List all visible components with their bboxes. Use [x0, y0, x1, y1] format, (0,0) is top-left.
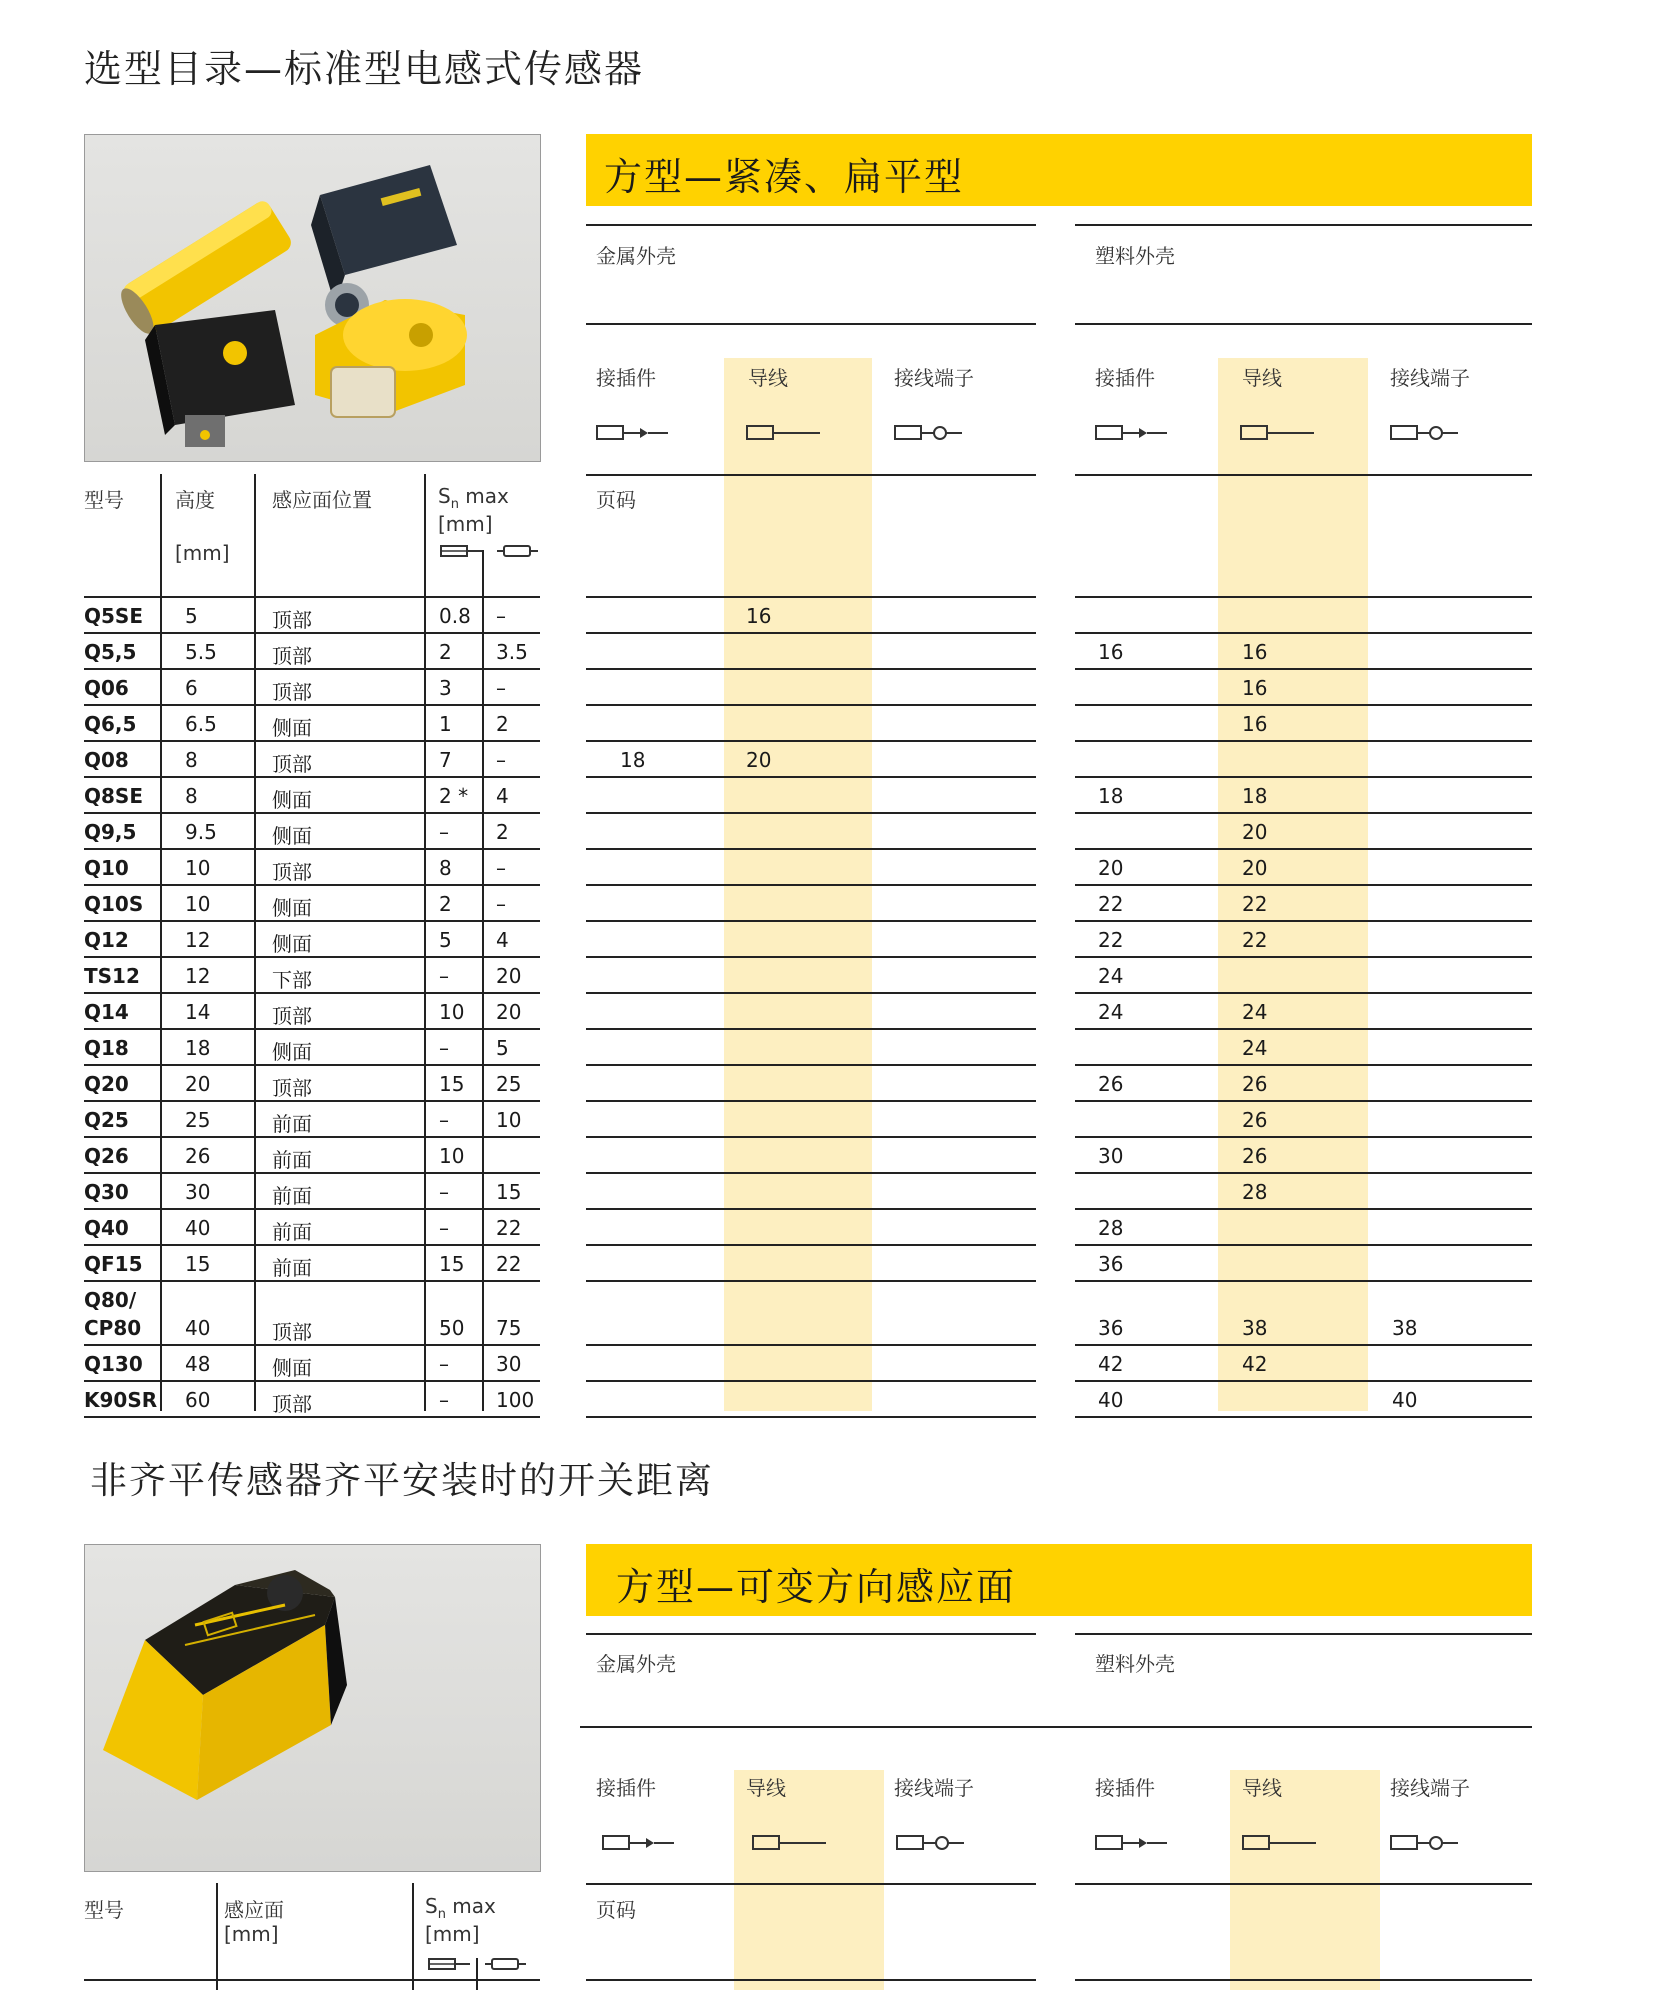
col-header-model: 型号 [84, 1898, 124, 1922]
height-cell: 10 [185, 856, 211, 880]
connector-label: 接插件 [1095, 1776, 1155, 1800]
row-rule [586, 812, 1036, 814]
plastic-cable-page: 22 [1242, 892, 1268, 916]
metal-cable-page: 20 [746, 748, 772, 772]
col-header-sensing-face: 感应面位置 [272, 488, 372, 512]
row-rule [1075, 1344, 1532, 1346]
height-cell: 25 [185, 1108, 211, 1132]
row-rule [84, 1380, 540, 1382]
sensing-face-cell: 侧面 [272, 896, 312, 920]
height-cell: 14 [185, 1000, 211, 1024]
row-rule [84, 740, 540, 742]
connector-symbol-icon [596, 424, 676, 442]
height-cell: 12 [185, 964, 211, 988]
row-rule [586, 1172, 1036, 1174]
model-cell: Q06 [84, 676, 129, 700]
rule [586, 1979, 1036, 1981]
sensing-face-cell: 侧面 [272, 1040, 312, 1064]
product-photo-adjustable [84, 1544, 541, 1872]
page-number-label: 页码 [596, 1898, 636, 1922]
row-rule [586, 1136, 1036, 1138]
row-rule [1075, 920, 1532, 922]
row-rule [586, 776, 1036, 778]
col-header-height-unit: [mm] [175, 541, 230, 565]
sn-flush-cell: 2 [439, 892, 452, 916]
plastic-cable-page: 22 [1242, 928, 1268, 952]
plastic-terminal-page: 40 [1392, 1388, 1418, 1412]
height-cell: 30 [185, 1180, 211, 1204]
plastic-connector-page: 24 [1098, 964, 1124, 988]
row-rule [586, 668, 1036, 670]
row-rule [1075, 1380, 1532, 1382]
col-header-sensing-face: 感应面 [224, 1898, 284, 1922]
plastic-cable-page: 16 [1242, 712, 1268, 736]
plastic-cable-page: 28 [1242, 1180, 1268, 1204]
model-cell: Q9,5 [84, 820, 137, 844]
sn-nonflush-cell: – [496, 604, 506, 628]
sn-nonflush-cell: 30 [496, 1352, 522, 1376]
row-rule [586, 1280, 1036, 1282]
height-cell: 40 [185, 1216, 211, 1240]
model-cell: Q10 [84, 856, 129, 880]
sensing-face-cell: 前面 [272, 1256, 312, 1280]
plastic-connector-page: 30 [1098, 1144, 1124, 1168]
sn-nonflush-cell: 4 [496, 784, 509, 808]
sn-flush-cell: 10 [439, 1144, 465, 1168]
plastic-connector-page: 18 [1098, 784, 1124, 808]
row-rule [1075, 992, 1532, 994]
cable-label: 导线 [1242, 366, 1282, 390]
model-cell: Q80/ [84, 1288, 137, 1312]
model-cell: TS12 [84, 964, 140, 988]
row-rule [1075, 1136, 1532, 1138]
sensing-face-cell: 侧面 [272, 824, 312, 848]
sn-flush-cell: 0.8 [439, 604, 471, 628]
row-rule [1075, 776, 1532, 778]
row-rule [1075, 1280, 1532, 1282]
row-rule [84, 884, 540, 886]
connector-symbol-icon [602, 1834, 682, 1852]
plastic-cable-page: 26 [1242, 1072, 1268, 1096]
height-cell: 48 [185, 1352, 211, 1376]
height-cell: 5.5 [185, 640, 217, 664]
row-rule [586, 884, 1036, 886]
col-header-height: 高度 [175, 488, 215, 512]
sensing-face-cell: 顶部 [272, 680, 312, 704]
sn-nonflush-cell: 4 [496, 928, 509, 952]
height-cell: 8 [185, 784, 198, 808]
plastic-connector-page: 20 [1098, 856, 1124, 880]
model-cell: Q8SE [84, 784, 143, 808]
row-rule [84, 1280, 540, 1282]
model-cell: Q40 [84, 1216, 129, 1240]
plastic-connector-page: 28 [1098, 1216, 1124, 1240]
row-rule [586, 920, 1036, 922]
sn-flush-cell: – [439, 1388, 449, 1412]
sn-flush-cell: 2 * [439, 784, 469, 808]
model-cell: K90SR [84, 1388, 158, 1412]
cable-label: 导线 [1242, 1776, 1282, 1800]
row-rule [84, 1244, 540, 1246]
col-header-sn-max: $S_n$ max [438, 484, 509, 512]
sn-nonflush-cell: 20 [496, 964, 522, 988]
row-rule [586, 1380, 1036, 1382]
height-cell: 40 [185, 1316, 211, 1340]
row-rule [586, 1208, 1036, 1210]
plastic-cable-page: 16 [1242, 640, 1268, 664]
metal-cable-page: 16 [746, 604, 772, 628]
row-rule [1075, 1208, 1532, 1210]
metal-cable-highlight [734, 1770, 884, 1990]
row-rule [84, 1136, 540, 1138]
terminal-label: 接线端子 [1390, 366, 1470, 390]
row-rule [84, 1028, 540, 1030]
model-cell: Q12 [84, 928, 129, 952]
adjustable-sensor-illustration [85, 1545, 540, 1871]
plastic-connector-page: 16 [1098, 640, 1124, 664]
cable-symbol-icon [1242, 1834, 1322, 1852]
cable-symbol-icon [746, 424, 826, 442]
plastic-cable-page: 20 [1242, 820, 1268, 844]
flush-mount-icon [440, 543, 484, 559]
rule [84, 596, 540, 598]
height-cell: 5 [185, 604, 198, 628]
row-rule [84, 848, 540, 850]
row-rule [1075, 1028, 1532, 1030]
row-rule [84, 1064, 540, 1066]
sn-nonflush-cell: 25 [496, 1072, 522, 1096]
height-cell: 8 [185, 748, 198, 772]
metal-housing-label: 金属外壳 [596, 1652, 676, 1676]
row-rule [84, 1172, 540, 1174]
model-cell: QF15 [84, 1252, 143, 1276]
rule [1075, 224, 1532, 226]
plastic-cable-page: 26 [1242, 1108, 1268, 1132]
terminal-label: 接线端子 [894, 1776, 974, 1800]
row-rule [84, 704, 540, 706]
product-photo-sensors [84, 134, 541, 462]
row-rule [586, 1028, 1036, 1030]
sn-nonflush-cell: 5 [496, 1036, 509, 1060]
rule [586, 1633, 1036, 1635]
model-cell: Q30 [84, 1180, 129, 1204]
sensing-face-cell: 侧面 [272, 932, 312, 956]
sensing-face-cell: 顶部 [272, 1392, 312, 1416]
row-rule [84, 1416, 540, 1418]
model-cell: Q10S [84, 892, 144, 916]
model-cell: Q26 [84, 1144, 129, 1168]
sensing-face-cell: 侧面 [272, 788, 312, 812]
height-cell: 6.5 [185, 712, 217, 736]
height-cell: 60 [185, 1388, 211, 1412]
row-rule [586, 956, 1036, 958]
height-cell: 18 [185, 1036, 211, 1060]
row-rule [1075, 740, 1532, 742]
rule [1075, 474, 1532, 476]
height-cell: 26 [185, 1144, 211, 1168]
sensing-face-cell: 侧面 [272, 716, 312, 740]
rule [586, 224, 1036, 226]
banner-title: 方型—紧凑、扁平型 [604, 155, 965, 199]
plastic-cable-highlight [1230, 1770, 1380, 1990]
height-cell: 20 [185, 1072, 211, 1096]
sn-nonflush-cell: – [496, 856, 506, 880]
sensor-photo-illustration [85, 135, 540, 461]
row-rule [1075, 668, 1532, 670]
sn-flush-cell: – [439, 1108, 449, 1132]
plastic-connector-page: 22 [1098, 928, 1124, 952]
plastic-cable-page: 20 [1242, 856, 1268, 880]
sensing-face-cell: 顶部 [272, 1076, 312, 1100]
row-rule [1075, 704, 1532, 706]
plastic-connector-page: 42 [1098, 1352, 1124, 1376]
model-cell: Q14 [84, 1000, 129, 1024]
rule [586, 1883, 1036, 1885]
terminal-label: 接线端子 [1390, 1776, 1470, 1800]
sn-nonflush-cell: – [496, 748, 506, 772]
row-rule [84, 992, 540, 994]
model-cell: Q5SE [84, 604, 143, 628]
model-cell: Q08 [84, 748, 129, 772]
sn-flush-cell: 3 [439, 676, 452, 700]
sensing-face-cell: 前面 [272, 1184, 312, 1208]
row-rule [1075, 1416, 1532, 1418]
rule [1075, 323, 1532, 325]
sn-flush-cell: 5 [439, 928, 452, 952]
sn-nonflush-cell: 10 [496, 1108, 522, 1132]
plastic-connector-page: 26 [1098, 1072, 1124, 1096]
row-rule [1075, 884, 1532, 886]
sensing-face-cell: 顶部 [272, 1004, 312, 1028]
sensing-face-cell: 顶部 [272, 752, 312, 776]
plastic-cable-page: 38 [1242, 1316, 1268, 1340]
sn-nonflush-cell: 100 [496, 1388, 535, 1412]
rule [84, 1979, 540, 1981]
rule [1075, 1979, 1532, 1981]
row-rule [586, 848, 1036, 850]
sn-flush-cell: – [439, 1216, 449, 1240]
row-rule [84, 632, 540, 634]
model-cell: Q25 [84, 1108, 129, 1132]
sn-flush-cell: 2 [439, 640, 452, 664]
section2-title: 非齐平传感器齐平安装时的开关距离 [90, 1459, 714, 1502]
plastic-connector-page: 36 [1098, 1316, 1124, 1340]
plastic-cable-page: 26 [1242, 1144, 1268, 1168]
sensing-face-cell: 顶部 [272, 860, 312, 884]
cable-label: 导线 [748, 366, 788, 390]
row-rule [586, 1100, 1036, 1102]
sn-nonflush-cell: 15 [496, 1180, 522, 1204]
row-rule [84, 920, 540, 922]
row-rule [1075, 812, 1532, 814]
terminal-symbol-icon [896, 1834, 976, 1852]
col-header-sn-unit: [mm] [425, 1922, 480, 1946]
col-header-sn-unit: [mm] [438, 512, 493, 536]
sensing-face-cell: 顶部 [272, 608, 312, 632]
row-rule [586, 740, 1036, 742]
plastic-cable-page: 18 [1242, 784, 1268, 808]
height-cell: 15 [185, 1252, 211, 1276]
sn-nonflush-cell: 2 [496, 820, 509, 844]
plastic-connector-page: 40 [1098, 1388, 1124, 1412]
row-rule [586, 632, 1036, 634]
plastic-cable-page: 24 [1242, 1036, 1268, 1060]
rule [586, 474, 1036, 476]
sensing-face-cell: 前面 [272, 1220, 312, 1244]
row-rule [586, 992, 1036, 994]
sn-flush-cell: 50 [439, 1316, 465, 1340]
nonflush-mount-icon [496, 543, 540, 559]
row-rule [1075, 848, 1532, 850]
sn-nonflush-cell: – [496, 676, 506, 700]
flush-mount-icon [428, 1956, 472, 1972]
sn-flush-cell: – [439, 964, 449, 988]
rule [412, 1883, 414, 1990]
sn-flush-cell: 7 [439, 748, 452, 772]
height-cell: 12 [185, 928, 211, 952]
rule [160, 474, 162, 1411]
row-rule [1075, 632, 1532, 634]
rule [1075, 1883, 1532, 1885]
sn-nonflush-cell: 22 [496, 1216, 522, 1240]
rule [580, 1726, 1532, 1728]
sn-flush-cell: – [439, 1180, 449, 1204]
sn-nonflush-cell: 22 [496, 1252, 522, 1276]
sn-flush-cell: – [439, 1352, 449, 1376]
sn-nonflush-cell: – [496, 892, 506, 916]
plastic-cable-page: 24 [1242, 1000, 1268, 1024]
row-rule [586, 1064, 1036, 1066]
connector-symbol-icon [1095, 424, 1175, 442]
sensing-face-cell: 顶部 [272, 644, 312, 668]
row-rule [586, 1416, 1036, 1418]
model-cell: Q130 [84, 1352, 143, 1376]
row-rule [84, 668, 540, 670]
row-rule [84, 1344, 540, 1346]
plastic-cable-page: 42 [1242, 1352, 1268, 1376]
model-cell: Q20 [84, 1072, 129, 1096]
sn-flush-cell: 1 [439, 712, 452, 736]
sensing-face-cell: 下部 [272, 968, 312, 992]
row-rule [84, 1208, 540, 1210]
plastic-cable-page: 16 [1242, 676, 1268, 700]
sn-nonflush-cell: 2 [496, 712, 509, 736]
plastic-housing-label: 塑料外壳 [1095, 244, 1175, 268]
row-rule [586, 1344, 1036, 1346]
sn-nonflush-cell: 75 [496, 1316, 522, 1340]
rule [476, 1958, 478, 1990]
rule [1075, 596, 1532, 598]
connector-label: 接插件 [1095, 366, 1155, 390]
height-cell: 10 [185, 892, 211, 916]
connector-label: 接插件 [596, 1776, 656, 1800]
model-cell: Q18 [84, 1036, 129, 1060]
sensing-face-cell: 前面 [272, 1112, 312, 1136]
col-header-face-unit: [mm] [224, 1922, 279, 1946]
sn-flush-cell: 15 [439, 1072, 465, 1096]
cable-symbol-icon [1240, 424, 1320, 442]
row-rule [1075, 1064, 1532, 1066]
row-rule [1075, 1172, 1532, 1174]
section-banner [586, 134, 1532, 206]
height-cell: 6 [185, 676, 198, 700]
col-header-model: 型号 [84, 488, 124, 512]
model-cell: Q6,5 [84, 712, 137, 736]
row-rule [1075, 956, 1532, 958]
rule [1075, 1633, 1532, 1635]
terminal-symbol-icon [1390, 1834, 1470, 1852]
page-number-label: 页码 [596, 488, 636, 512]
terminal-label: 接线端子 [894, 366, 974, 390]
sensing-face-cell: 顶部 [272, 1320, 312, 1344]
sn-flush-cell: 10 [439, 1000, 465, 1024]
sn-flush-cell: – [439, 1036, 449, 1060]
row-rule [84, 812, 540, 814]
plastic-connector-page: 22 [1098, 892, 1124, 916]
banner-title: 方型—可变方向感应面 [616, 1565, 1017, 1609]
rule [586, 596, 1036, 598]
section-banner [586, 1544, 1532, 1616]
terminal-symbol-icon [1390, 424, 1470, 442]
row-rule [586, 1244, 1036, 1246]
rule [586, 323, 1036, 325]
metal-connector-page: 18 [620, 748, 646, 772]
plastic-connector-page: 36 [1098, 1252, 1124, 1276]
connector-symbol-icon [1095, 1834, 1175, 1852]
cable-label: 导线 [746, 1776, 786, 1800]
terminal-symbol-icon [894, 424, 974, 442]
rule [254, 474, 256, 1411]
height-cell: 9.5 [185, 820, 217, 844]
metal-housing-label: 金属外壳 [596, 244, 676, 268]
plastic-terminal-page: 38 [1392, 1316, 1418, 1340]
row-rule [1075, 1100, 1532, 1102]
row-rule [1075, 1244, 1532, 1246]
row-rule [586, 704, 1036, 706]
cable-symbol-icon [752, 1834, 832, 1852]
col-header-sn-max: $S_n$ max [425, 1894, 496, 1922]
sn-nonflush-cell: 3.5 [496, 640, 528, 664]
rule [216, 1883, 218, 1990]
model-cell: CP80 [84, 1316, 142, 1340]
row-rule [84, 776, 540, 778]
row-rule [84, 1100, 540, 1102]
rule [424, 474, 426, 1411]
plastic-housing-label: 塑料外壳 [1095, 1652, 1175, 1676]
plastic-connector-page: 24 [1098, 1000, 1124, 1024]
sn-flush-cell: 15 [439, 1252, 465, 1276]
model-cell: Q5,5 [84, 640, 137, 664]
sn-flush-cell: – [439, 820, 449, 844]
sn-nonflush-cell: 20 [496, 1000, 522, 1024]
page-title: 选型目录—标准型电感式传感器 [84, 47, 645, 91]
sensing-face-cell: 侧面 [272, 1356, 312, 1380]
sensing-face-cell: 前面 [272, 1148, 312, 1172]
sn-flush-cell: 8 [439, 856, 452, 880]
row-rule [84, 956, 540, 958]
nonflush-mount-icon [484, 1956, 528, 1972]
connector-label: 接插件 [596, 366, 656, 390]
